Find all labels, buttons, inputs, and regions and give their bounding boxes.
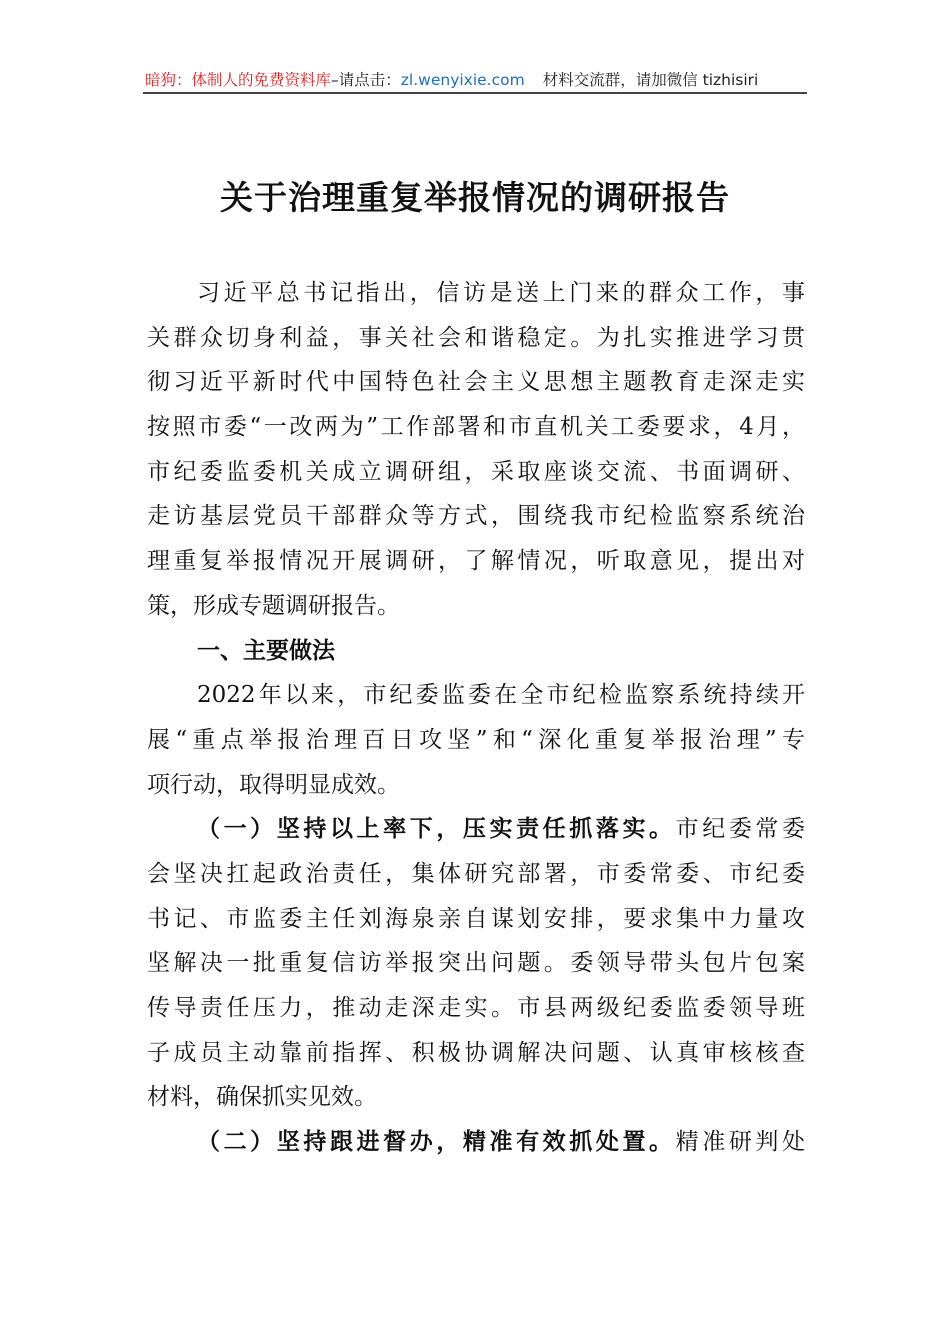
text-segment: 按照市委“一改两为”工作部署和市直机关工委要求，4月，	[147, 414, 805, 441]
text-line	[147, 1036, 805, 1081]
paragraph	[147, 678, 805, 812]
header-site-name: 暗狗：体制人的免费资料库	[145, 71, 332, 89]
text-line	[147, 455, 805, 500]
paragraph	[147, 276, 805, 634]
text-line	[147, 276, 805, 321]
header-link[interactable]: zl.wenyixie.com	[400, 71, 525, 89]
text-line	[147, 768, 805, 813]
text-segment: 策，形成专题调研报告。	[147, 592, 400, 619]
text-line	[147, 678, 805, 723]
bold-text: （一）坚持以上率下，压实责任抓落实。	[197, 816, 676, 843]
text-segment: 精准研判处	[675, 1129, 806, 1156]
text-segment: 项行动，取得明显成效。	[147, 771, 400, 798]
text-segment: 关群众切身利益，事关社会和谐稳定。为扎实推进学习贯	[147, 324, 805, 351]
bold-text: 一、主要做法	[197, 637, 335, 664]
text-segment: 会坚决扛起政治责任，集体研究部署，市委常委、市纪委	[147, 860, 805, 887]
bold-text: （二）坚持跟进督办，精准有效抓处置。	[197, 1129, 676, 1156]
text-line	[147, 991, 805, 1036]
header-wechat-note: 材料交流群，请加微信 tizhisiri	[542, 71, 759, 89]
text-line	[147, 365, 805, 410]
text-line	[147, 857, 805, 902]
text-segment: 习近平总书记指出，信访是送上门来的群众工作，事	[197, 280, 805, 306]
text-line	[147, 499, 805, 544]
text-segment: 材料，确保抓实见效。	[147, 1084, 377, 1111]
text-line	[147, 1080, 805, 1125]
text-segment: 市纪委常委	[675, 816, 806, 843]
paragraph	[147, 812, 805, 1125]
text-segment: 彻习近平新时代中国特色社会主义思想主题教育走深走实	[147, 369, 805, 396]
text-line	[147, 812, 805, 857]
text-line	[147, 723, 805, 768]
text-segment: 展“重点举报治理百日攻坚”和“深化重复举报治理”专	[147, 726, 805, 753]
text-line	[147, 946, 805, 991]
paragraph	[147, 1125, 805, 1170]
text-segment: 走访基层党员干部群众等方式，围绕我市纪检监察系统治	[147, 503, 805, 530]
section-heading	[147, 634, 805, 679]
text-line	[147, 634, 805, 679]
header-divider	[143, 92, 807, 94]
text-line	[147, 902, 805, 947]
text-line	[147, 589, 805, 634]
text-segment: 传导责任压力，推动走深走实。市县两级纪委监委领导班	[147, 995, 805, 1021]
page-header-banner	[145, 68, 807, 92]
text-segment: 2022年以来，市纪委监委在全市纪检监察系统持续开	[197, 682, 805, 709]
text-segment: 市纪委监委机关成立调研组，采取座谈交流、书面调研、	[147, 458, 805, 485]
text-segment: 坚解决一批重复信访举报突出问题。委领导带头包片包案	[147, 950, 805, 977]
text-line	[147, 410, 805, 455]
document-body	[147, 276, 805, 1170]
text-line	[147, 544, 805, 589]
text-segment: 书记、市监委主任刘海泉亲自谋划安排，要求集中力量攻	[147, 905, 805, 932]
text-segment: 理重复举报情况开展调研，了解情况，听取意见，提出对	[147, 548, 805, 575]
text-segment: 子成员主动靠前指挥、积极协调解决问题、认真审核核查	[147, 1039, 805, 1066]
text-line	[147, 1125, 805, 1170]
text-line	[147, 321, 805, 366]
header-click-prompt: –请点击：	[331, 71, 401, 89]
document-title: 关于治理重复举报情况的调研报告	[220, 178, 730, 217]
